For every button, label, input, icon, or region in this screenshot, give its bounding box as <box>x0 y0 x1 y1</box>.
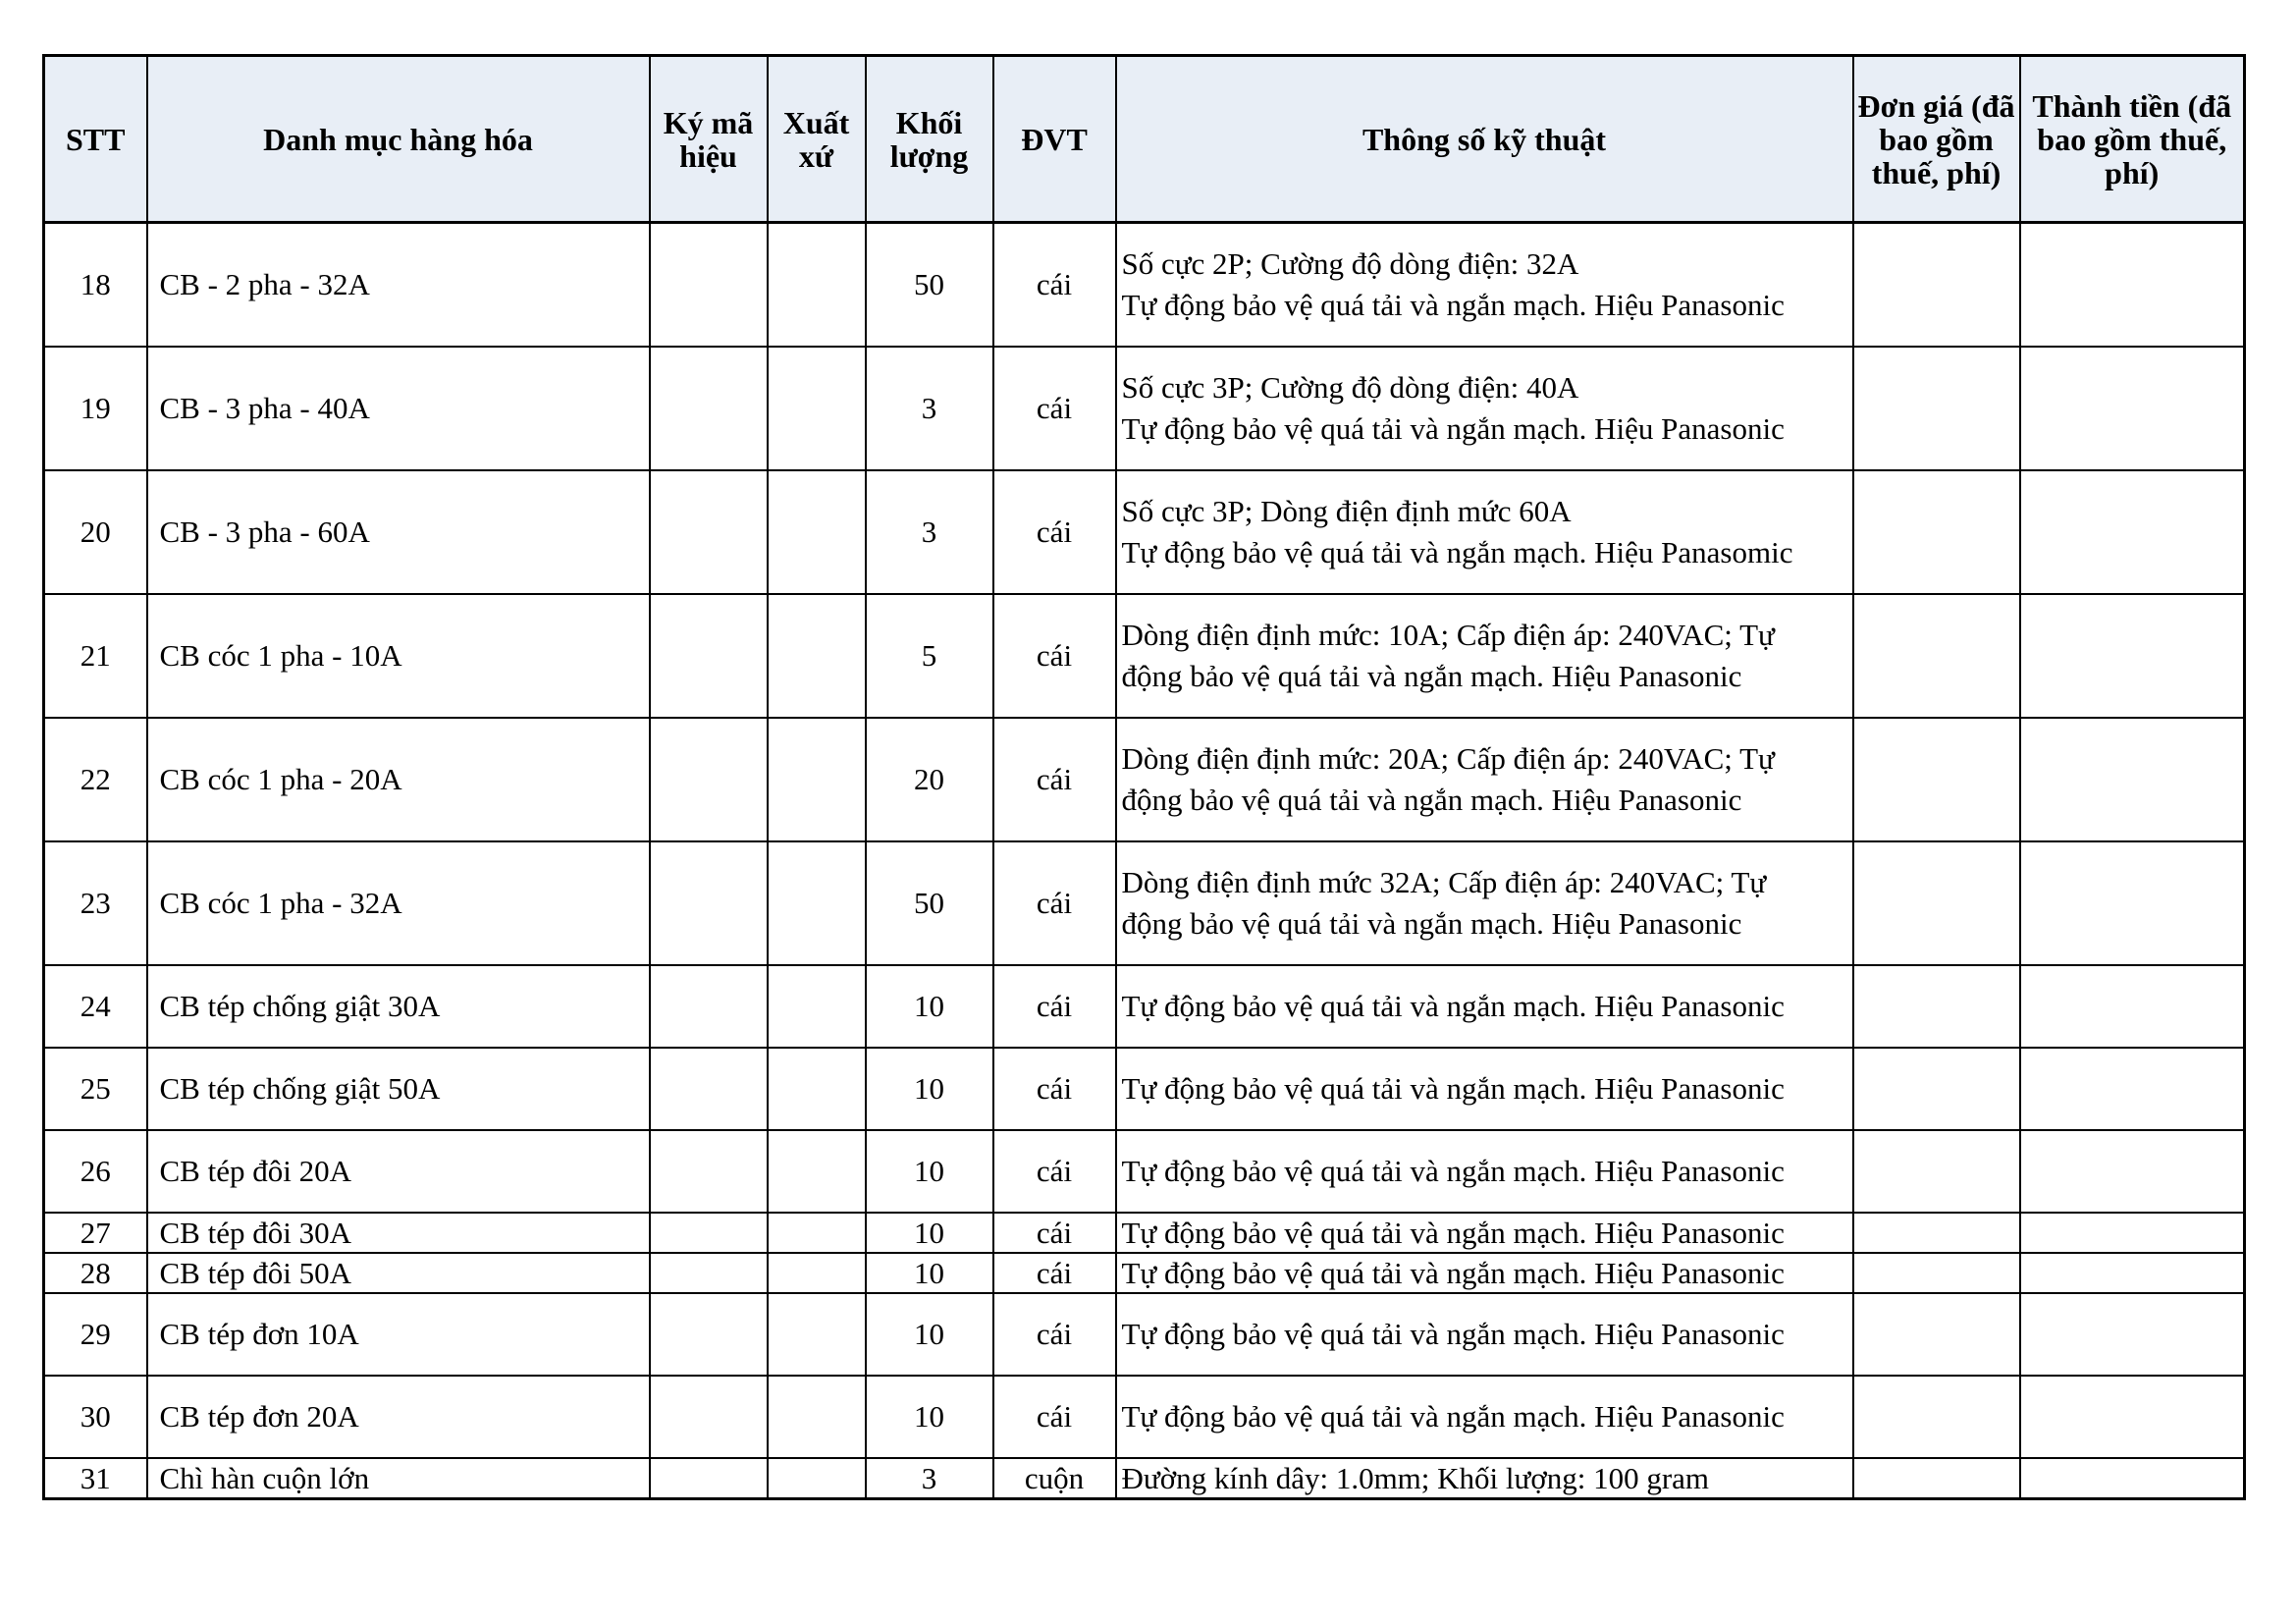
cell-total <box>2020 1048 2245 1130</box>
cell-spec: Dòng điện định mức: 10A; Cấp điện áp: 240VAC; Tự động bảo vệ quá tải và ngắn mạch. Hiệu Panasonic <box>1116 594 1853 718</box>
cell-origin <box>768 1048 866 1130</box>
table-row <box>44 594 2245 718</box>
cell-origin <box>768 965 866 1048</box>
cell-unit: cái <box>993 1253 1116 1293</box>
table-row <box>44 718 2245 841</box>
cell-name: CB - 2 pha - 32A <box>147 223 650 348</box>
cell-unit-price <box>1853 718 2020 841</box>
cell-unit-price <box>1853 1130 2020 1213</box>
cell-unit: cái <box>993 965 1116 1048</box>
cell-stt: 24 <box>44 965 147 1048</box>
table-row <box>44 841 2245 965</box>
table-row <box>44 1458 2245 1499</box>
cell-unit-price <box>1853 1048 2020 1130</box>
cell-spec: Dòng điện định mức 32A; Cấp điện áp: 240VAC; Tự động bảo vệ quá tải và ngắn mạch. Hiệu Panasonic <box>1116 841 1853 965</box>
header-row <box>44 56 2245 223</box>
header-origin: Xuất xứ <box>768 56 866 223</box>
cell-total <box>2020 1213 2245 1253</box>
cell-total <box>2020 223 2245 348</box>
cell-qty: 3 <box>866 470 993 594</box>
cell-qty: 50 <box>866 223 993 348</box>
cell-spec: Số cực 3P; Cường độ dòng điện: 40A Tự động bảo vệ quá tải và ngắn mạch. Hiệu Panasonic <box>1116 347 1853 470</box>
cell-code <box>650 1458 768 1499</box>
header-qty: Khối lượng <box>866 56 993 223</box>
cell-unit: cái <box>993 1293 1116 1376</box>
cell-name: CB cóc 1 pha - 20A <box>147 718 650 841</box>
table-row <box>44 1048 2245 1130</box>
header-spec: Thông số kỹ thuật <box>1116 56 1853 223</box>
cell-code <box>650 1376 768 1458</box>
cell-qty: 10 <box>866 1048 993 1130</box>
cell-qty: 20 <box>866 718 993 841</box>
cell-code <box>650 223 768 348</box>
cell-unit: cái <box>993 718 1116 841</box>
header-unit-price: Đơn giá (đã bao gồm thuế, phí) <box>1853 56 2020 223</box>
cell-unit-price <box>1853 223 2020 348</box>
cell-unit: cuộn <box>993 1458 1116 1499</box>
cell-code <box>650 1213 768 1253</box>
cell-code <box>650 1048 768 1130</box>
cell-unit-price <box>1853 1293 2020 1376</box>
cell-spec: Tự động bảo vệ quá tải và ngắn mạch. Hiệu Panasonic <box>1116 1213 1853 1253</box>
cell-code <box>650 1293 768 1376</box>
cell-unit-price <box>1853 1213 2020 1253</box>
cell-spec: Tự động bảo vệ quá tải và ngắn mạch. Hiệu Panasonic <box>1116 1253 1853 1293</box>
cell-unit: cái <box>993 1213 1116 1253</box>
goods-table <box>42 54 2246 1500</box>
table-row <box>44 1293 2245 1376</box>
cell-code <box>650 1253 768 1293</box>
header-code: Ký mã hiệu <box>650 56 768 223</box>
cell-stt: 30 <box>44 1376 147 1458</box>
cell-total <box>2020 1130 2245 1213</box>
table-row <box>44 1376 2245 1458</box>
cell-stt: 20 <box>44 470 147 594</box>
cell-code <box>650 841 768 965</box>
cell-qty: 10 <box>866 1130 993 1213</box>
cell-name: CB tép chống giật 30A <box>147 965 650 1048</box>
cell-spec: Dòng điện định mức: 20A; Cấp điện áp: 240VAC; Tự động bảo vệ quá tải và ngắn mạch. Hiệu Panasonic <box>1116 718 1853 841</box>
cell-spec: Tự động bảo vệ quá tải và ngắn mạch. Hiệu Panasonic <box>1116 1293 1853 1376</box>
cell-spec: Tự động bảo vệ quá tải và ngắn mạch. Hiệu Panasonic <box>1116 1376 1853 1458</box>
cell-stt: 21 <box>44 594 147 718</box>
cell-stt: 19 <box>44 347 147 470</box>
cell-unit: cái <box>993 223 1116 348</box>
cell-code <box>650 965 768 1048</box>
table-body <box>44 223 2245 1499</box>
cell-origin <box>768 594 866 718</box>
cell-name: CB tép đôi 50A <box>147 1253 650 1293</box>
cell-qty: 10 <box>866 1253 993 1293</box>
cell-unit-price <box>1853 841 2020 965</box>
cell-name: CB tép đôi 30A <box>147 1213 650 1253</box>
cell-stt: 29 <box>44 1293 147 1376</box>
cell-name: CB tép đôi 20A <box>147 1130 650 1213</box>
cell-origin <box>768 1130 866 1213</box>
cell-stt: 22 <box>44 718 147 841</box>
cell-total <box>2020 470 2245 594</box>
cell-unit: cái <box>993 594 1116 718</box>
cell-unit: cái <box>993 841 1116 965</box>
cell-qty: 10 <box>866 1376 993 1458</box>
cell-name: CB - 3 pha - 40A <box>147 347 650 470</box>
cell-stt: 31 <box>44 1458 147 1499</box>
cell-unit: cái <box>993 1048 1116 1130</box>
cell-name: CB tép chống giật 50A <box>147 1048 650 1130</box>
cell-code <box>650 347 768 470</box>
cell-unit: cái <box>993 1376 1116 1458</box>
table-row <box>44 1253 2245 1293</box>
cell-code <box>650 718 768 841</box>
cell-qty: 10 <box>866 1293 993 1376</box>
cell-total <box>2020 594 2245 718</box>
cell-code <box>650 1130 768 1213</box>
cell-stt: 28 <box>44 1253 147 1293</box>
cell-unit: cái <box>993 347 1116 470</box>
cell-total <box>2020 718 2245 841</box>
cell-spec: Tự động bảo vệ quá tải và ngắn mạch. Hiệu Panasonic <box>1116 1130 1853 1213</box>
cell-unit-price <box>1853 594 2020 718</box>
table-row <box>44 470 2245 594</box>
cell-stt: 27 <box>44 1213 147 1253</box>
table-row <box>44 1213 2245 1253</box>
cell-origin <box>768 841 866 965</box>
cell-origin <box>768 1458 866 1499</box>
cell-origin <box>768 470 866 594</box>
cell-total <box>2020 1253 2245 1293</box>
cell-spec: Số cực 2P; Cường độ dòng điện: 32A Tự động bảo vệ quá tải và ngắn mạch. Hiệu Panasonic <box>1116 223 1853 348</box>
table-row <box>44 347 2245 470</box>
header-unit: ĐVT <box>993 56 1116 223</box>
header-total: Thành tiền (đã bao gồm thuế, phí) <box>2020 56 2245 223</box>
cell-qty: 10 <box>866 1213 993 1253</box>
cell-qty: 50 <box>866 841 993 965</box>
cell-code <box>650 470 768 594</box>
cell-name: CB cóc 1 pha - 32A <box>147 841 650 965</box>
cell-unit-price <box>1853 1376 2020 1458</box>
cell-stt: 18 <box>44 223 147 348</box>
cell-origin <box>768 347 866 470</box>
cell-name: CB cóc 1 pha - 10A <box>147 594 650 718</box>
cell-total <box>2020 347 2245 470</box>
cell-total <box>2020 841 2245 965</box>
cell-unit-price <box>1853 1458 2020 1499</box>
cell-qty: 5 <box>866 594 993 718</box>
cell-name: CB tép đơn 10A <box>147 1293 650 1376</box>
cell-unit: cái <box>993 1130 1116 1213</box>
table-row <box>44 965 2245 1048</box>
cell-code <box>650 594 768 718</box>
cell-stt: 25 <box>44 1048 147 1130</box>
cell-origin <box>768 1293 866 1376</box>
cell-stt: 23 <box>44 841 147 965</box>
cell-unit-price <box>1853 1253 2020 1293</box>
cell-spec: Tự động bảo vệ quá tải và ngắn mạch. Hiệu Panasonic <box>1116 1048 1853 1130</box>
cell-total <box>2020 965 2245 1048</box>
table-row <box>44 1130 2245 1213</box>
cell-qty: 3 <box>866 1458 993 1499</box>
cell-name: CB - 3 pha - 60A <box>147 470 650 594</box>
cell-origin <box>768 1253 866 1293</box>
cell-origin <box>768 1376 866 1458</box>
cell-origin <box>768 223 866 348</box>
cell-total <box>2020 1458 2245 1499</box>
cell-name: Chì hàn cuộn lớn <box>147 1458 650 1499</box>
cell-total <box>2020 1376 2245 1458</box>
cell-qty: 10 <box>866 965 993 1048</box>
cell-name: CB tép đơn 20A <box>147 1376 650 1458</box>
cell-origin <box>768 718 866 841</box>
cell-qty: 3 <box>866 347 993 470</box>
cell-spec: Tự động bảo vệ quá tải và ngắn mạch. Hiệu Panasonic <box>1116 965 1853 1048</box>
cell-spec: Số cực 3P; Dòng điện định mức 60A Tự động bảo vệ quá tải và ngắn mạch. Hiệu Panasomic <box>1116 470 1853 594</box>
cell-total <box>2020 1293 2245 1376</box>
header-stt: STT <box>44 56 147 223</box>
cell-unit-price <box>1853 470 2020 594</box>
header-name: Danh mục hàng hóa <box>147 56 650 223</box>
cell-unit: cái <box>993 470 1116 594</box>
cell-origin <box>768 1213 866 1253</box>
cell-unit-price <box>1853 965 2020 1048</box>
cell-spec: Đường kính dây: 1.0mm; Khối lượng: 100 gram <box>1116 1458 1853 1499</box>
table-row <box>44 223 2245 348</box>
cell-unit-price <box>1853 347 2020 470</box>
cell-stt: 26 <box>44 1130 147 1213</box>
